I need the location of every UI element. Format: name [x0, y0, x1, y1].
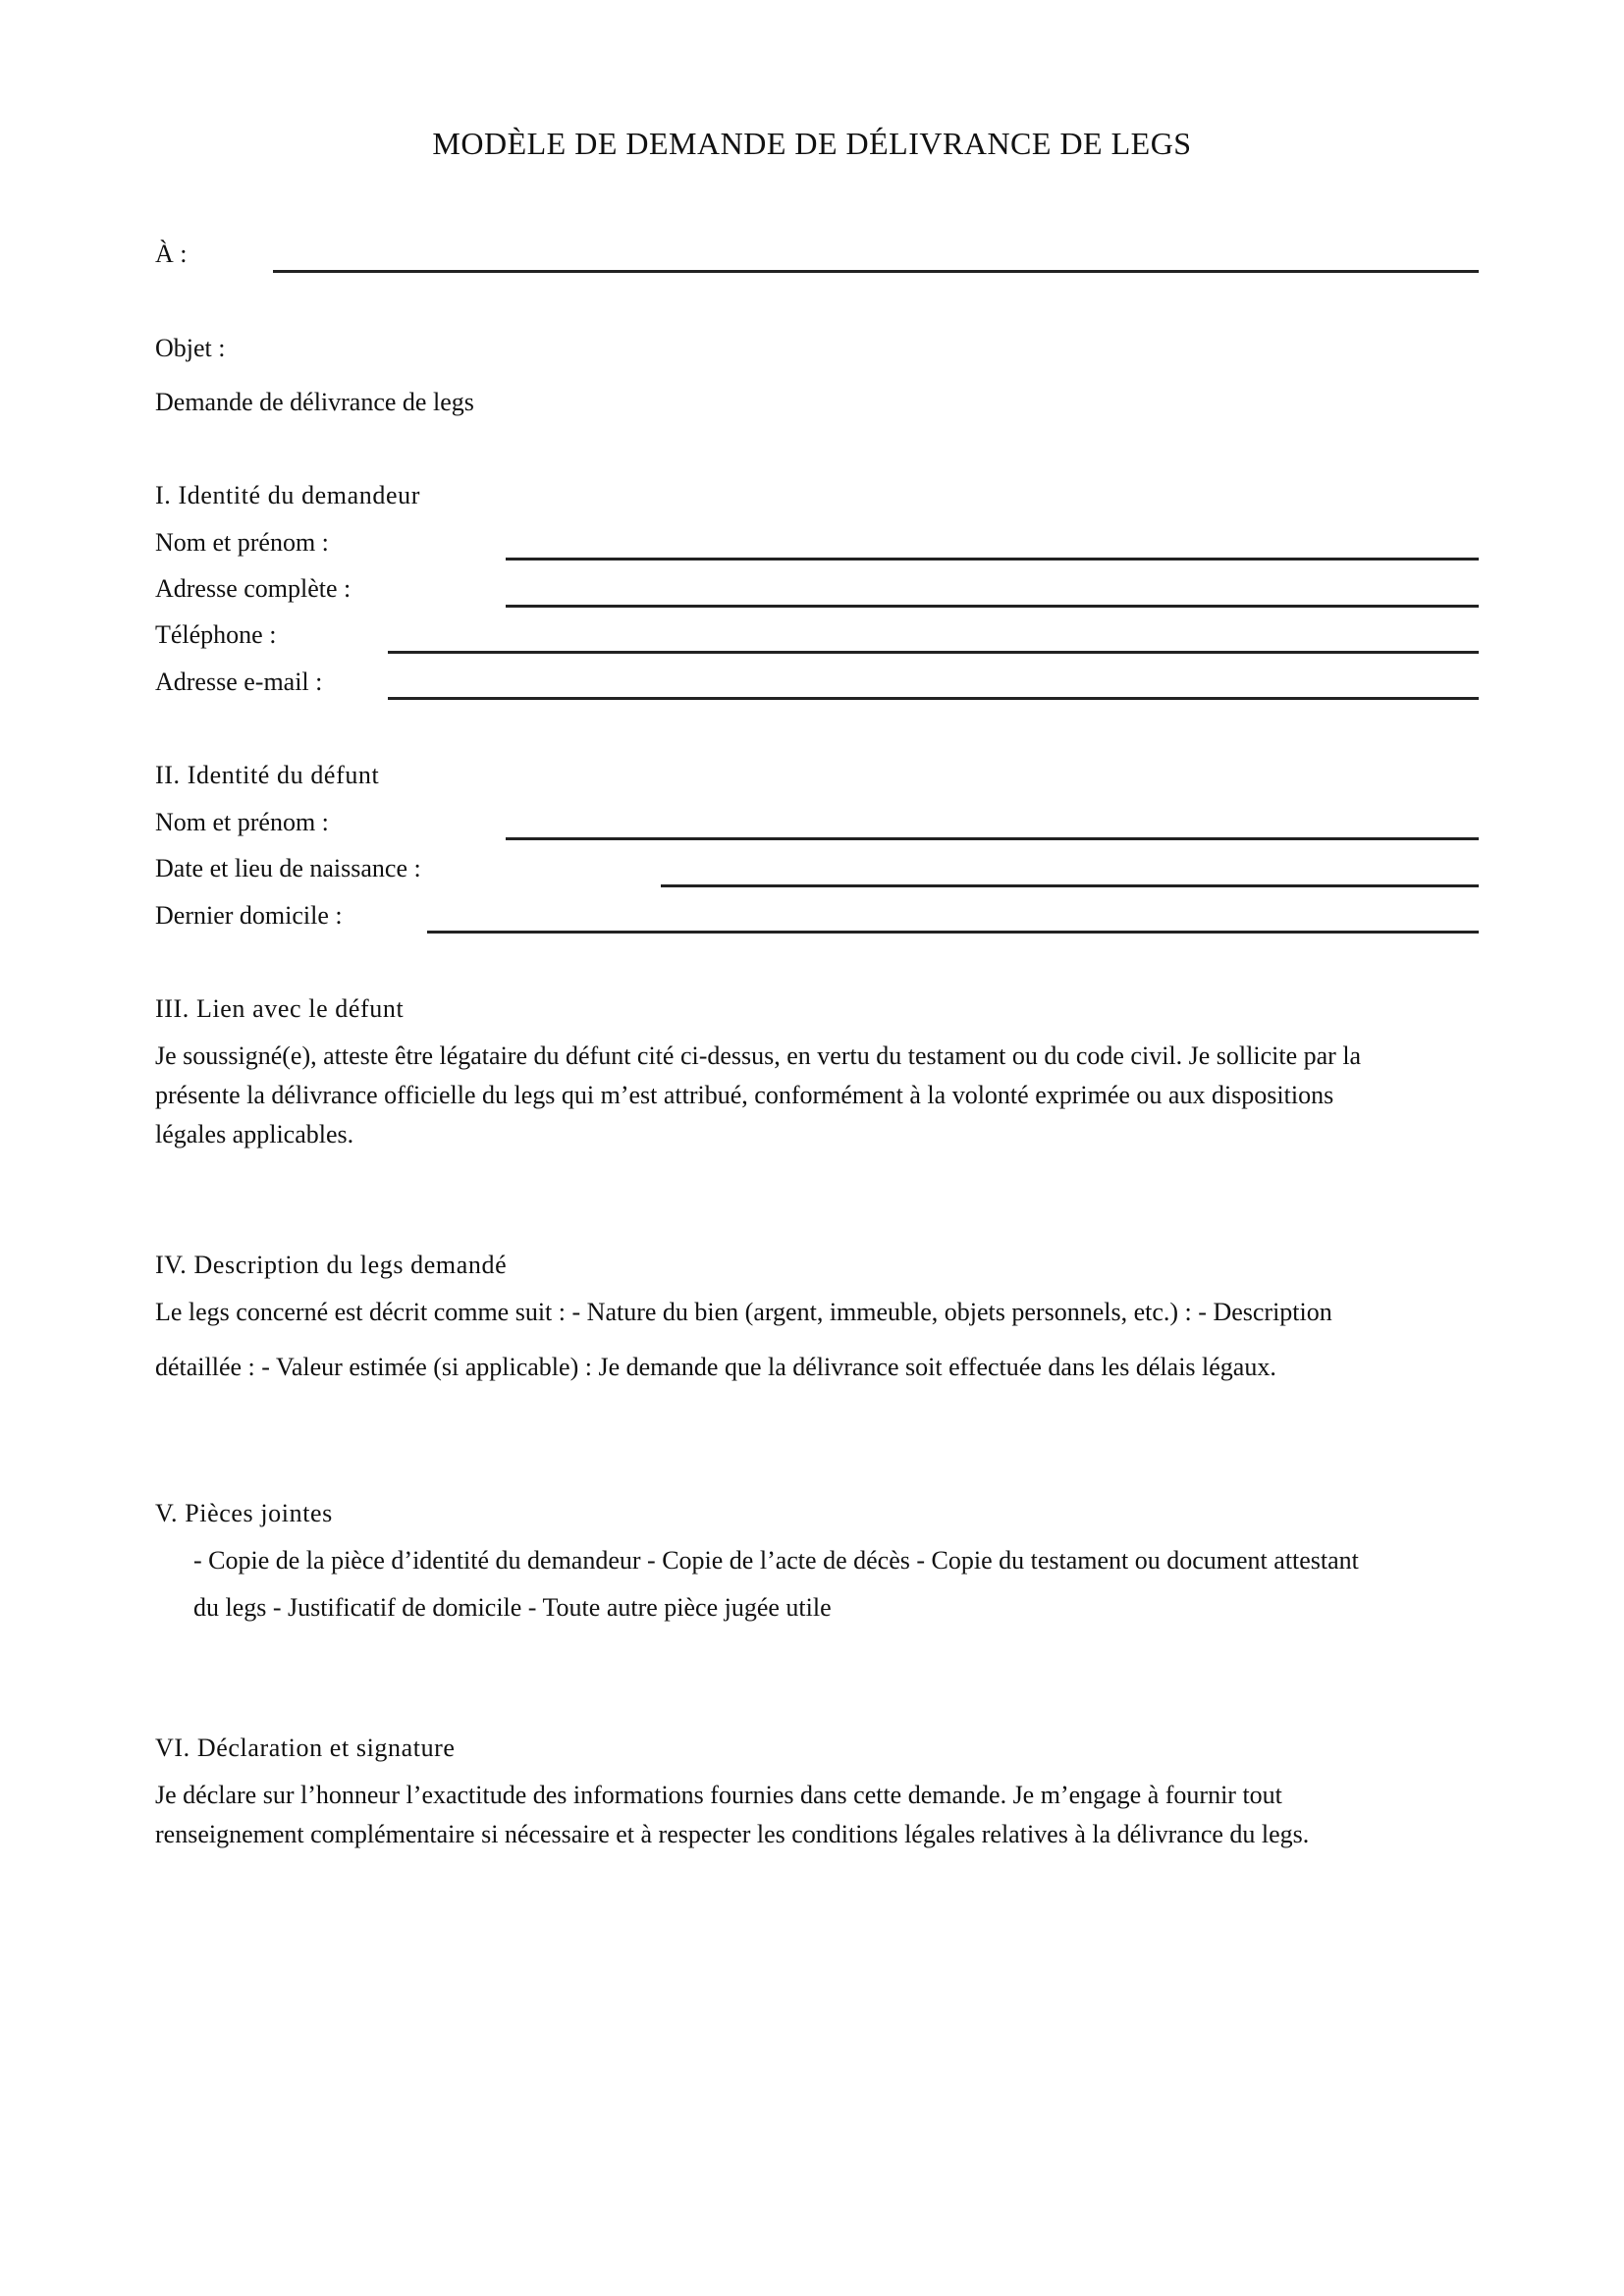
applicant-name-field[interactable] [506, 558, 1479, 561]
recipient-label: À : [155, 240, 188, 268]
section-6-line-2: renseignement complémentaire si nécessaire et à respecter les conditions légales relatives à la délivrance du legs. [155, 1820, 1310, 1848]
section-6-heading: VI. Déclaration et signature [155, 1734, 456, 1762]
section-1-heading: I. Identité du demandeur [155, 481, 420, 509]
section-4-heading: IV. Description du legs demandé [155, 1251, 508, 1279]
deceased-domicile-label: Dernier domicile : [155, 901, 343, 930]
applicant-name-label: Nom et prénom : [155, 528, 329, 557]
section-3-line-2: présente la délivrance officielle du legs qui m’est attribué, conformément à la volonté exprimée ou aux dispositions [155, 1081, 1334, 1109]
section-3-heading: III. Lien avec le défunt [155, 994, 405, 1023]
section-5-heading: V. Pièces jointes [155, 1499, 333, 1527]
section-6-line-1: Je déclare sur l’honneur l’exactitude des informations fournies dans cette demande. Je m’engage à fournir tout [155, 1781, 1282, 1809]
section-4-line-1: Le legs concerné est décrit comme suit : - Nature du bien (argent, immeuble, objets personnels, etc.) : - Description [155, 1298, 1332, 1326]
section-5-line-2: du legs - Justificatif de domicile - Toute autre pièce jugée utile [193, 1593, 832, 1622]
applicant-address-label: Adresse complète : [155, 574, 352, 603]
recipient-field[interactable] [273, 270, 1479, 273]
section-4-line-2: détaillée : - Valeur estimée (si applicable) : Je demande que la délivrance soit effectuée dans les délais légaux. [155, 1353, 1276, 1381]
deceased-birth-field[interactable] [661, 884, 1479, 887]
applicant-phone-field[interactable] [388, 651, 1479, 654]
section-3-line-1: Je soussigné(e), atteste être légataire du défunt cité ci-dessus, en vertu du testament ou du code civil. Je sollicite par la [155, 1041, 1362, 1070]
deceased-domicile-field[interactable] [427, 931, 1479, 934]
deceased-name-field[interactable] [506, 837, 1479, 840]
deceased-name-label: Nom et prénom : [155, 808, 329, 836]
applicant-email-field[interactable] [388, 697, 1479, 700]
document-title: MODÈLE DE DEMANDE DE DÉLIVRANCE DE LEGS [432, 126, 1192, 161]
subject-value: Demande de délivrance de legs [155, 388, 474, 416]
section-5-line-1: - Copie de la pièce d’identité du demandeur - Copie de l’acte de décès - Copie du testament ou document attestant [193, 1546, 1359, 1575]
applicant-address-field[interactable] [506, 605, 1479, 608]
section-3-line-3: légales applicables. [155, 1120, 354, 1148]
subject-label: Objet : [155, 334, 226, 362]
applicant-email-label: Adresse e-mail : [155, 667, 323, 696]
applicant-phone-label: Téléphone : [155, 620, 277, 649]
deceased-birth-label: Date et lieu de naissance : [155, 854, 421, 882]
section-2-heading: II. Identité du défunt [155, 761, 380, 789]
